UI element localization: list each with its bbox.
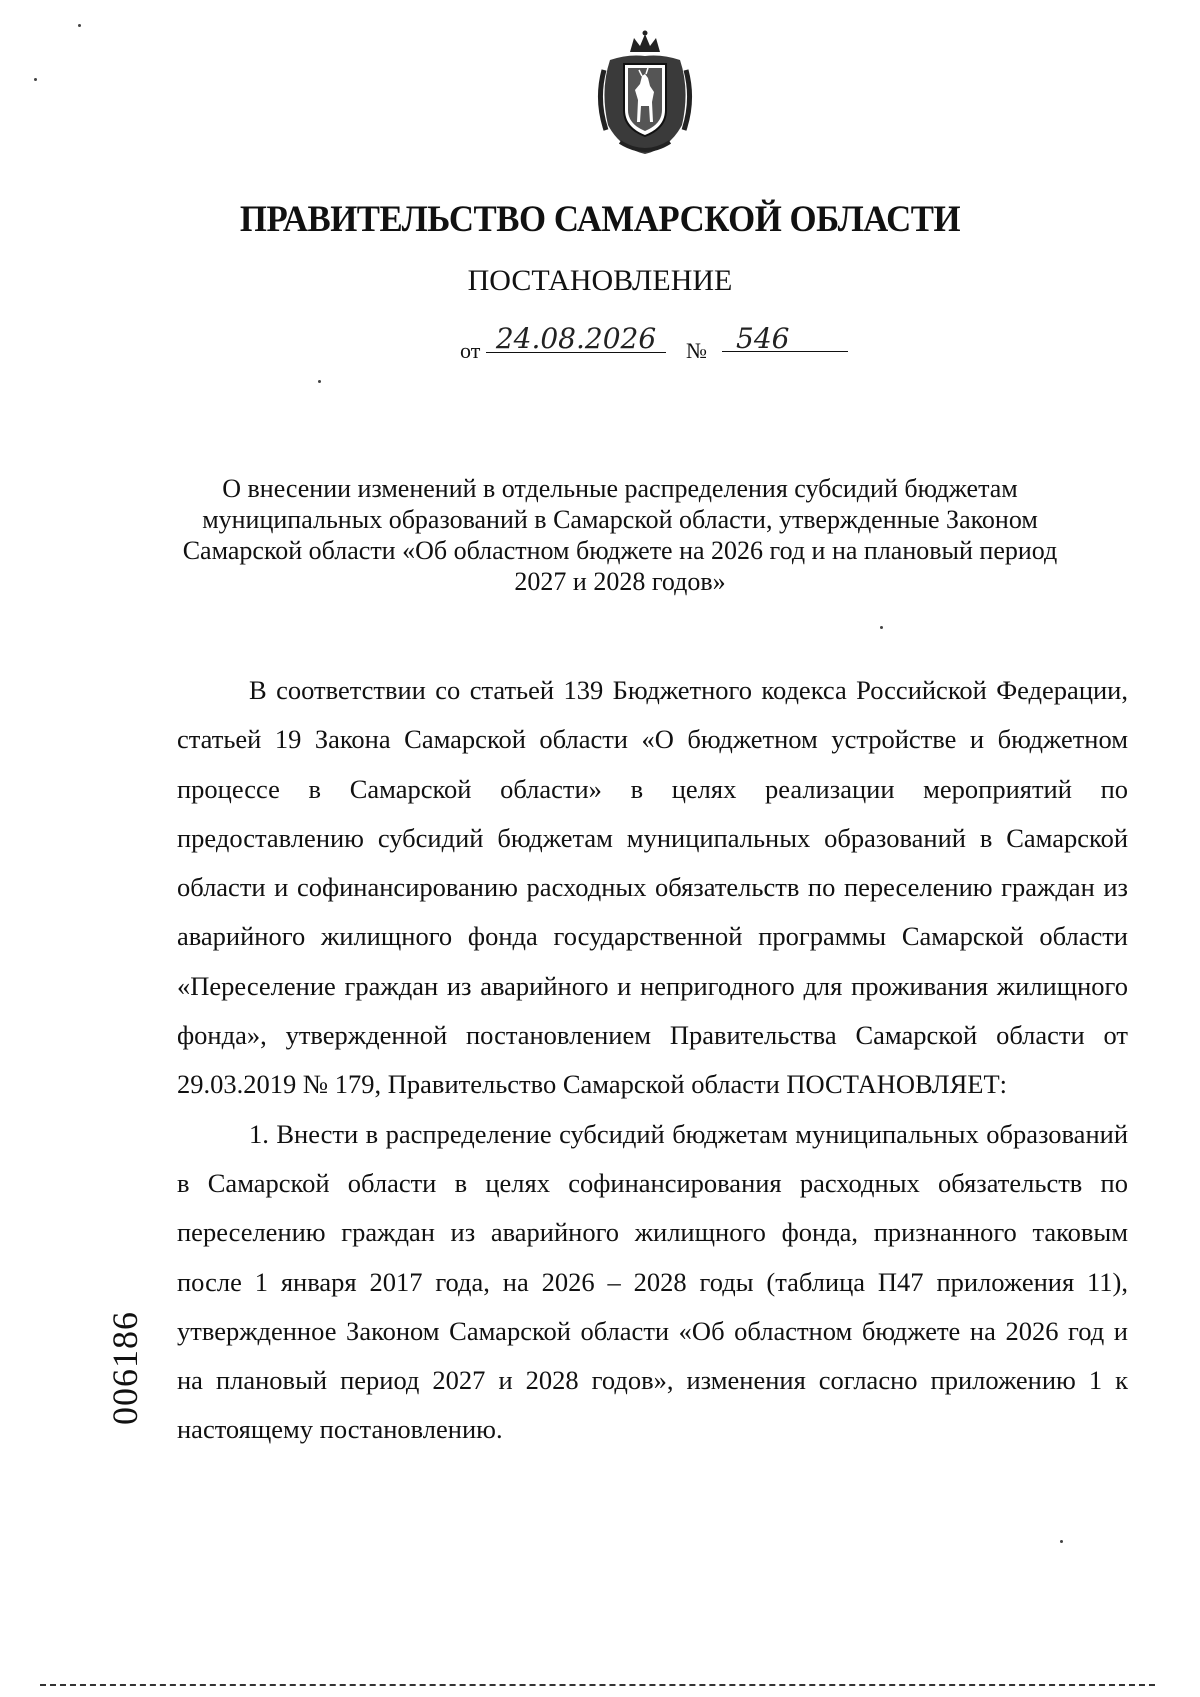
body-paragraph: 1. Внести в распределение субсидий бюджетам муниципальных образований в Самарской области в целях софинансирования расходных обязательств по переселению граждан из аварийного жилищного фонда, признанного таковым после 1 января 2017 года, на 2026 – 2028 годы (таблица П47 приложения 11), утвержденное Законом Самарской области «Об областном бюджете на 2026 год и на плановый период 2027 и 2028 годов», изменения согласно приложению 1 к настоящему постановлению. bbox=[177, 1118, 1128, 1445]
scan-speck bbox=[318, 380, 321, 383]
document-subject: О внесении изменений в отдельные распределения субсидий бюджетам муниципальных образований в Самарской области, утвержденные Законом Самарской области «Об областном бюджете на 2026 год и на плановый период 2027 и 2028 годов» bbox=[182, 474, 1058, 596]
number-prefix: № bbox=[686, 338, 707, 363]
date-number-line bbox=[460, 318, 860, 362]
scan-speck bbox=[1060, 1540, 1063, 1543]
document-number: 546 bbox=[722, 322, 848, 352]
scan-speck bbox=[34, 78, 37, 81]
date-prefix: от bbox=[460, 338, 481, 363]
body-paragraph: В соответствии со статьей 139 Бюджетного кодекса Российской Федерации, статьей 19 Закона Самарской области «О бюджетном устройстве и бюджетном процессе в Самарской области» в целях реализации мероприятий по предоставлению субсидий бюджетам муниципальных образований в Самарской области и софинансированию расходных обязательств по переселению граждан из аварийного жилищного фонда государственной программы Самарской области «Переселение граждан из аварийного и непригодного для проживания жилищного фонда», утвержденной постановлением Правительства Самарской области от 29.03.2019 № 179, Правительство Самарской области ПОСТАНОВЛЯЕТ: bbox=[177, 675, 1128, 1100]
document-date: 24.08.2026 bbox=[486, 322, 666, 353]
organization-title: ПРАВИТЕЛЬСТВО САМАРСКОЙ ОБЛАСТИ bbox=[239, 199, 961, 240]
registration-stamp-number: 006186 bbox=[105, 1311, 145, 1425]
document-type: ПОСТАНОВЛЕНИЕ bbox=[467, 264, 733, 297]
bottom-divider bbox=[40, 1684, 1155, 1686]
document-body bbox=[177, 666, 1128, 1455]
scan-speck bbox=[880, 626, 883, 629]
scan-speck bbox=[78, 24, 81, 27]
coat-of-arms-icon bbox=[590, 30, 700, 160]
